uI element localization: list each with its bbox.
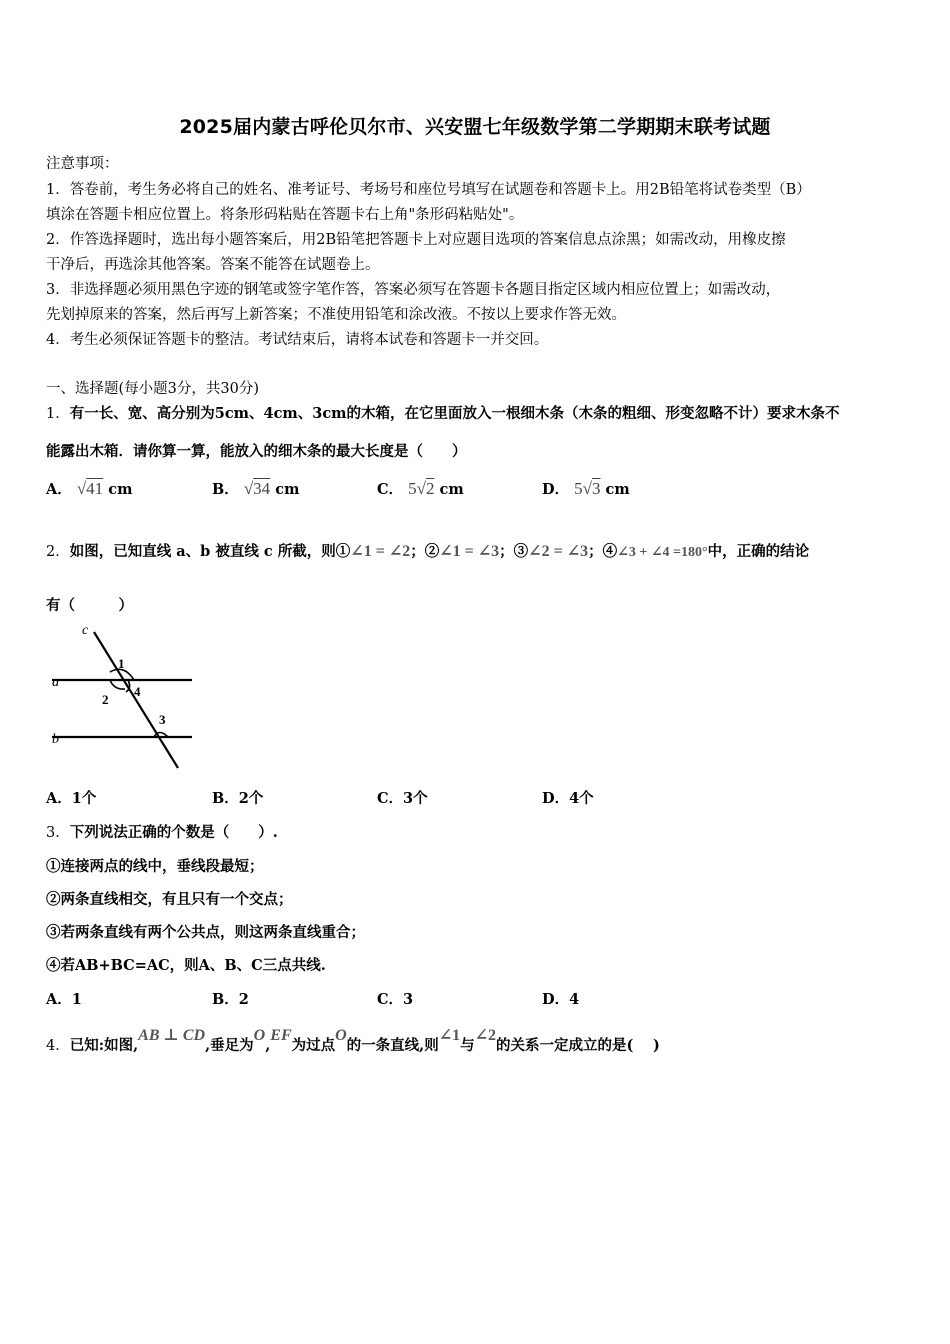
sqrt-expression: 5√3	[574, 479, 601, 498]
math-expression: ∠1	[438, 1027, 461, 1044]
math-expression: EF	[270, 1027, 292, 1044]
notice-heading: 注意事项：	[46, 156, 119, 172]
notice-line: 3．非选择题必须用黑色字迹的钢笔或签字笔作答，答案必须写在答题卡各题目指定区域内相应位置上；如需改动，	[46, 282, 781, 298]
q3-statement: ③若两条直线有两个公共点，则这两条直线重合；	[46, 924, 365, 941]
q3-option-d[interactable]: D．4	[542, 991, 580, 1008]
q2-option-a[interactable]: A．1个	[46, 790, 97, 807]
math-expression: O	[253, 1027, 266, 1044]
math-expression: AB ⊥ CD	[138, 1027, 206, 1044]
sqrt-expression: 5√2	[408, 479, 435, 498]
question-number: 1．	[46, 406, 70, 422]
question-text: 有一长、宽、高分别为5cm、4cm、3cm的木箱，在它里面放入一根细木条（木条的粗细、形变忽略不计）要求木条不	[69, 405, 840, 422]
q3-statement: ④若AB+BC=AC，则A、B、C三点共线.	[46, 957, 326, 974]
q3-option-a[interactable]: A．1	[46, 991, 82, 1008]
angle-expression: ∠2 = ∠3	[528, 543, 589, 560]
label-2: 2	[102, 692, 109, 707]
label-1: 1	[118, 656, 125, 671]
angle-expression: ∠1 = ∠2	[350, 543, 411, 560]
question-4-stem: 4．已知:如图,AB ⊥ CD,垂足为O,EF为过点O的一条直线,则∠1与∠2的关系一定成立的是( )	[46, 1027, 660, 1054]
sqrt-expression: √34	[243, 479, 271, 498]
math-expression: O	[335, 1027, 347, 1044]
question-3-stem: 3．下列说法正确的个数是（ ）.	[46, 824, 278, 841]
question-1-line-1	[46, 402, 840, 423]
label-4: 4	[134, 684, 141, 699]
q3-option-c[interactable]: C．3	[377, 991, 414, 1008]
section-heading: 一、选择题(每小题3分，共30分)	[46, 381, 259, 397]
label-b: b	[52, 732, 59, 747]
q3-option-b[interactable]: B．2	[212, 991, 249, 1008]
q2-option-c[interactable]: C．3个	[377, 790, 428, 807]
q1-option-b[interactable]: B． √34 cm	[212, 479, 300, 498]
math-expression: ∠2	[474, 1027, 497, 1044]
notice-line: 干净后，再选涂其他答案。答案不能答在试题卷上。	[46, 257, 380, 273]
sqrt-expression: √41	[76, 479, 104, 498]
label-3: 3	[159, 712, 166, 727]
q3-statement: ①连接两点的线中，垂线段最短；	[46, 858, 264, 875]
angle-arc-2	[110, 680, 125, 689]
question-2-line-1: 2．如图，已知直线 a、b 被直线 c 所截，则①∠1 = ∠2；②∠1 = ∠3；③∠2 = ∠3；④∠3 + ∠4 =180°中，正确的结论	[46, 543, 810, 560]
angle-expression: ∠3 + ∠4 =180°	[617, 545, 708, 560]
q1-option-a[interactable]: A． √41 cm	[46, 479, 133, 498]
label-c: c	[82, 623, 89, 638]
exam-title: 2025届内蒙古呼伦贝尔市、兴安盟七年级数学第二学期期末联考试题	[179, 116, 771, 138]
q1-option-d[interactable]: D． 5√3 cm	[542, 479, 630, 498]
notice-line: 先划掉原来的答案，然后再写上新答案；不准使用铅笔和涂改液。不按以上要求作答无效。	[46, 307, 626, 323]
q1-option-c[interactable]: C． 5√2 cm	[377, 479, 464, 498]
question-1-line-2: 能露出木箱．请你算一算，能放入的细木条的最大长度是（ ）	[46, 443, 467, 460]
notice-line: 填涂在答题卡相应位置上。将条形码粘贴在答题卡右上角"条形码粘贴处"。	[46, 207, 524, 223]
question-2-line-2: 有（ ）	[46, 597, 133, 614]
notice-line: 1．答卷前，考生务必将自己的姓名、准考证号、考场号和座位号填写在试题卷和答题卡上。用2B铅笔将试卷类型（B）	[46, 182, 811, 198]
q2-option-d[interactable]: D．4个	[542, 790, 594, 807]
notice-line: 2．作答选择题时，选出每小题答案后，用2B铅笔把答题卡上对应题目选项的答案信息点涂黑；如需改动，用橡皮擦	[46, 232, 786, 248]
angle-expression: ∠1 = ∠3	[439, 543, 500, 560]
label-a: a	[52, 675, 59, 690]
notice-line: 4．考生必须保证答题卡的整洁。考试结束后，请将本试卷和答题卡一并交回。	[46, 332, 549, 348]
q2-option-b[interactable]: B．2个	[212, 790, 264, 807]
parallel-lines-figure	[46, 620, 206, 775]
q3-statement: ②两条直线相交，有且只有一个交点；	[46, 891, 293, 908]
